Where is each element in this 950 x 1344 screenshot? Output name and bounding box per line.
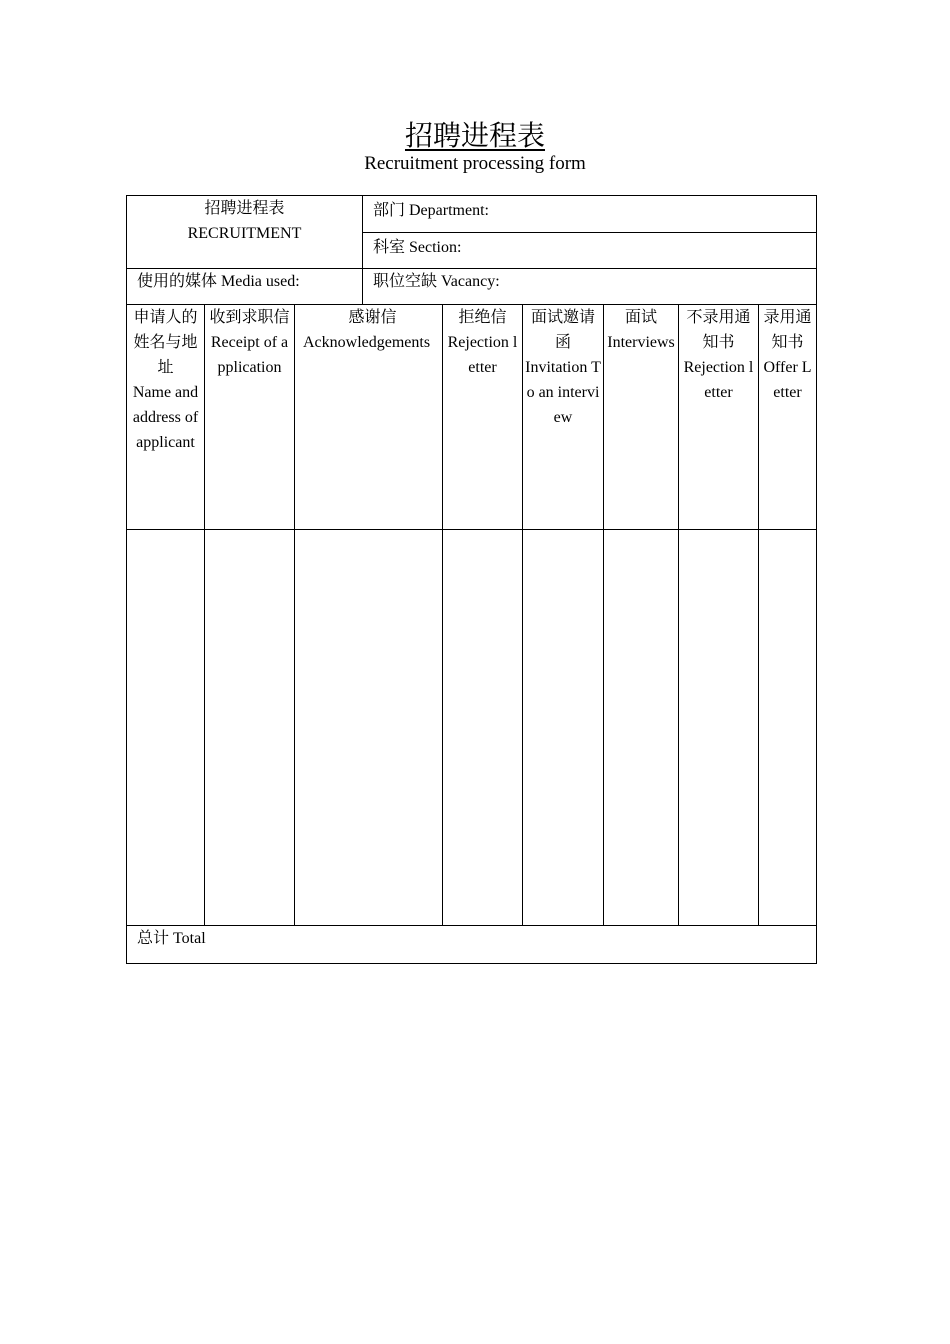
col-header-rejection-notice: 不录用通知书 Rejection letter	[679, 305, 759, 530]
recruitment-label-cn: 招聘进程表	[204, 200, 285, 217]
recruitment-form-table	[126, 195, 817, 964]
col-header-offer: 录用通知书 Offer Letter	[759, 305, 817, 530]
col-header-receipt: 收到求职信 Receipt of application	[205, 305, 295, 530]
col-header-rejection: 拒绝信 Rejection letter	[443, 305, 523, 530]
entry-applicant-cell[interactable]	[127, 530, 205, 926]
entry-offer-cell[interactable]	[759, 530, 817, 926]
page-title: 招聘进程表	[404, 119, 545, 152]
entry-receipt-cell[interactable]	[205, 530, 295, 926]
entry-interviews-cell[interactable]	[604, 530, 679, 926]
recruitment-label-cell	[127, 196, 363, 269]
entry-rejection-cell[interactable]	[443, 530, 523, 926]
col-header-acknowledgements: 感谢信 Acknowledgements	[295, 305, 443, 530]
entry-acknowledgements-cell[interactable]	[295, 530, 443, 926]
col-header-applicant: 申请人的姓名与地址 Name and address of applicant	[127, 305, 205, 530]
page-subtitle: Recruitment processing form	[364, 153, 586, 174]
section-field[interactable]: 科室 Section:	[363, 233, 817, 269]
vacancy-field[interactable]: 职位空缺 Vacancy:	[363, 269, 817, 305]
col-header-interviews: 面试 Interviews	[604, 305, 679, 530]
entry-rejection-notice-cell[interactable]	[679, 530, 759, 926]
media-used-field[interactable]: 使用的媒体 Media used:	[127, 269, 363, 305]
recruitment-label-en: RECRUITMENT	[187, 225, 302, 242]
entry-invitation-cell[interactable]	[523, 530, 604, 926]
department-field[interactable]: 部门 Department:	[363, 196, 817, 233]
column-header-row	[127, 305, 817, 530]
entry-row	[127, 530, 817, 926]
col-header-invitation: 面试邀请函 Invitation To an interview	[523, 305, 604, 530]
total-field[interactable]: 总计 Total	[127, 926, 817, 964]
